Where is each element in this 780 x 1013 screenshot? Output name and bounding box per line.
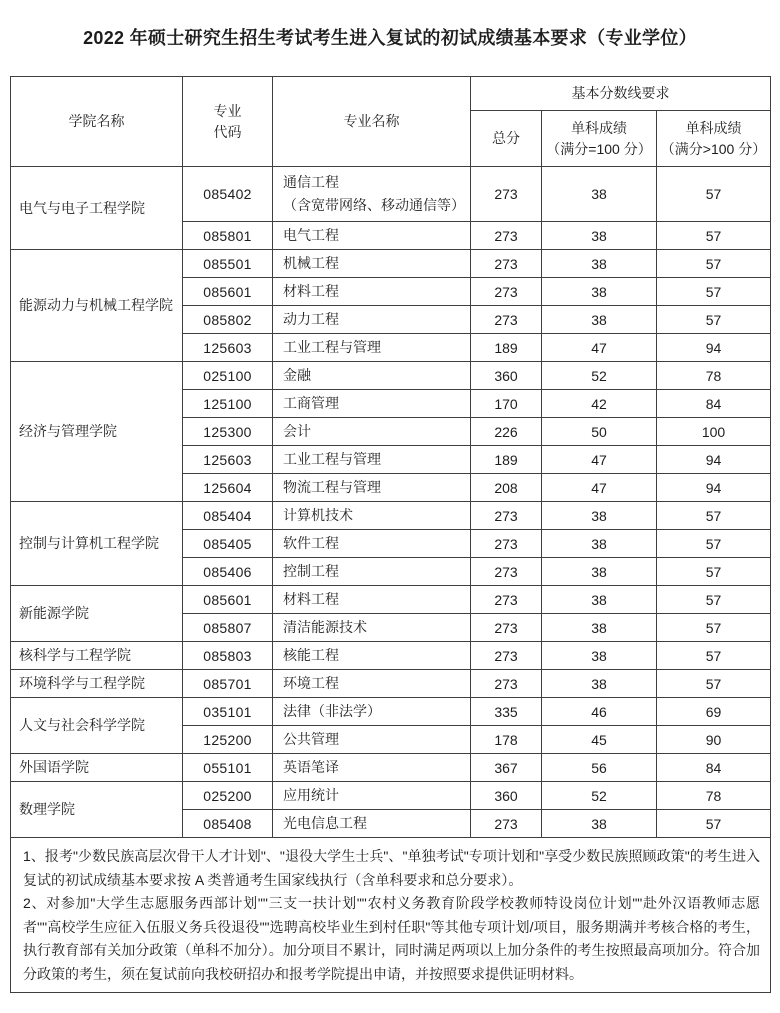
table-header (11, 77, 771, 167)
major-code-cell: 085404 (183, 502, 273, 530)
college-cell: 控制与计算机工程学院 (11, 502, 183, 586)
major-name-cell: 应用统计 (273, 782, 471, 810)
single-100-cell: 38 (542, 586, 657, 614)
single-over100-cell: 57 (657, 642, 771, 670)
major-code-cell: 035101 (183, 698, 273, 726)
single-over100-cell: 78 (657, 362, 771, 390)
major-code-cell: 125604 (183, 474, 273, 502)
single-over100-cell: 57 (657, 502, 771, 530)
major-code-cell: 055101 (183, 754, 273, 782)
single-100-cell: 46 (542, 698, 657, 726)
major-name-cell: 公共管理 (273, 726, 471, 754)
total-score-cell: 360 (471, 782, 542, 810)
major-name-cell: 工业工程与管理 (273, 334, 471, 362)
total-score-cell: 273 (471, 530, 542, 558)
total-score-cell: 178 (471, 726, 542, 754)
table-body (11, 167, 771, 993)
major-code-cell: 125300 (183, 418, 273, 446)
major-name-cell: 机械工程 (273, 250, 471, 278)
college-cell: 人文与社会科学学院 (11, 698, 183, 754)
table-row (11, 698, 771, 726)
single-100-cell: 38 (542, 278, 657, 306)
major-code-cell: 085807 (183, 614, 273, 642)
major-code-cell: 085406 (183, 558, 273, 586)
notes-section (11, 838, 771, 993)
total-score-cell: 189 (471, 334, 542, 362)
note-1: 1、报考"少数民族高层次骨干人才计划"、"退役大学生士兵"、"单独考试"专项计划和"享受少数民族照顾政策"的考生进入复试的初试成绩基本要求按 A 类普通考生国家线执行（含单科要求和总分要求）。 (23, 848, 760, 888)
total-score-cell: 273 (471, 306, 542, 334)
major-code-cell: 085408 (183, 810, 273, 838)
single-over100-cell: 94 (657, 446, 771, 474)
table-row (11, 167, 771, 222)
single-100-cell: 52 (542, 782, 657, 810)
table-row (11, 586, 771, 614)
table-row (11, 362, 771, 390)
table-row (11, 782, 771, 810)
major-note-line: （含宽带网络、移动通信等） (283, 197, 465, 213)
single-over100-cell: 78 (657, 782, 771, 810)
major-name-cell: 核能工程 (273, 642, 471, 670)
header-single-gt100-line2: （满分>100 分） (660, 140, 767, 157)
college-cell: 环境科学与工程学院 (11, 670, 183, 698)
single-100-cell: 47 (542, 334, 657, 362)
major-name-cell (273, 167, 471, 222)
college-cell: 经济与管理学院 (11, 362, 183, 502)
major-code-cell: 025200 (183, 782, 273, 810)
total-score-cell: 273 (471, 614, 542, 642)
major-name-line: 通信工程 (283, 174, 339, 190)
header-major-code-line2: 代码 (213, 123, 242, 140)
single-over100-cell: 84 (657, 754, 771, 782)
single-100-cell: 38 (542, 530, 657, 558)
header-score-group: 基本分数线要求 (471, 77, 771, 111)
single-100-cell: 38 (542, 502, 657, 530)
college-cell: 电气与电子工程学院 (11, 167, 183, 250)
college-cell: 数理学院 (11, 782, 183, 838)
single-over100-cell: 57 (657, 614, 771, 642)
single-over100-cell: 57 (657, 306, 771, 334)
college-cell: 能源动力与机械工程学院 (11, 250, 183, 362)
single-over100-cell: 57 (657, 167, 771, 222)
single-over100-cell: 57 (657, 278, 771, 306)
major-code-cell: 125603 (183, 334, 273, 362)
total-score-cell: 170 (471, 390, 542, 418)
single-100-cell: 56 (542, 754, 657, 782)
major-name-cell: 环境工程 (273, 670, 471, 698)
total-score-cell: 273 (471, 558, 542, 586)
total-score-cell: 335 (471, 698, 542, 726)
single-over100-cell: 100 (657, 418, 771, 446)
major-name-cell: 材料工程 (273, 586, 471, 614)
header-major-code-line1: 专业 (213, 102, 242, 119)
table-row (11, 754, 771, 782)
single-over100-cell: 57 (657, 222, 771, 250)
single-100-cell: 42 (542, 390, 657, 418)
notes-row (11, 838, 771, 993)
single-over100-cell: 90 (657, 726, 771, 754)
major-name-cell: 法律（非法学） (273, 698, 471, 726)
major-code-cell: 085501 (183, 250, 273, 278)
single-over100-cell: 84 (657, 390, 771, 418)
total-score-cell: 226 (471, 418, 542, 446)
score-requirements-table (10, 76, 771, 993)
major-name-cell: 动力工程 (273, 306, 471, 334)
table-row (11, 502, 771, 530)
header-single-eq100-line2: （满分=100 分） (546, 140, 652, 157)
major-code-cell: 085802 (183, 306, 273, 334)
single-100-cell: 52 (542, 362, 657, 390)
single-over100-cell: 69 (657, 698, 771, 726)
total-score-cell: 273 (471, 250, 542, 278)
major-code-cell: 085601 (183, 278, 273, 306)
single-over100-cell: 57 (657, 586, 771, 614)
header-major-name: 专业名称 (273, 77, 471, 167)
note-2: 2、对参加"大学生志愿服务西部计划""三支一扶计划""农村义务教育阶段学校教师特设岗位计划""赴外汉语教师志愿者""高校学生应征入伍服义务兵役退役""选聘高校毕业生到村任职"等其他专项计划/项目，服务期满并考核合格的考生，执行教育部有关加分政策（单科不加分）。加分项目不累计，同时满足两项以上加分条件的考生按照最高项加分。符合加分政策的考生，须在复试前向我校研招办和报考学院提出申请，并按照要求提供证明材料。 (23, 895, 760, 982)
total-score-cell: 273 (471, 670, 542, 698)
major-code-cell: 085601 (183, 586, 273, 614)
major-name-cell: 工业工程与管理 (273, 446, 471, 474)
total-score-cell: 273 (471, 222, 542, 250)
table-row (11, 250, 771, 278)
major-name-cell: 软件工程 (273, 530, 471, 558)
header-major-code (183, 77, 273, 167)
total-score-cell: 360 (471, 362, 542, 390)
single-over100-cell: 94 (657, 474, 771, 502)
single-100-cell: 38 (542, 614, 657, 642)
major-code-cell: 085405 (183, 530, 273, 558)
major-code-cell: 085803 (183, 642, 273, 670)
single-over100-cell: 57 (657, 250, 771, 278)
college-cell: 外国语学院 (11, 754, 183, 782)
college-cell: 新能源学院 (11, 586, 183, 642)
header-single-subject-gt100 (657, 111, 771, 167)
major-name-cell: 会计 (273, 418, 471, 446)
header-single-eq100-line1: 单科成绩 (571, 119, 627, 136)
single-100-cell: 38 (542, 167, 657, 222)
major-name-cell: 物流工程与管理 (273, 474, 471, 502)
major-code-cell: 125100 (183, 390, 273, 418)
table-row (11, 670, 771, 698)
single-100-cell: 38 (542, 810, 657, 838)
single-100-cell: 38 (542, 250, 657, 278)
header-total-score: 总分 (471, 111, 542, 167)
single-over100-cell: 57 (657, 670, 771, 698)
total-score-cell: 273 (471, 502, 542, 530)
major-code-cell: 125603 (183, 446, 273, 474)
single-over100-cell: 57 (657, 558, 771, 586)
total-score-cell: 189 (471, 446, 542, 474)
total-score-cell: 273 (471, 642, 542, 670)
major-code-cell: 125200 (183, 726, 273, 754)
single-100-cell: 38 (542, 222, 657, 250)
single-100-cell: 47 (542, 446, 657, 474)
single-100-cell: 38 (542, 670, 657, 698)
major-code-cell: 025100 (183, 362, 273, 390)
major-code-cell: 085701 (183, 670, 273, 698)
major-name-cell: 清洁能源技术 (273, 614, 471, 642)
single-100-cell: 45 (542, 726, 657, 754)
total-score-cell: 208 (471, 474, 542, 502)
total-score-cell: 273 (471, 167, 542, 222)
header-college: 学院名称 (11, 77, 183, 167)
header-row-1 (11, 77, 771, 111)
total-score-cell: 273 (471, 810, 542, 838)
college-cell: 核科学与工程学院 (11, 642, 183, 670)
major-name-cell: 光电信息工程 (273, 810, 471, 838)
single-over100-cell: 57 (657, 810, 771, 838)
page-title: 2022 年硕士研究生招生考试考生进入复试的初试成绩基本要求（专业学位） (83, 28, 697, 48)
single-100-cell: 38 (542, 558, 657, 586)
single-over100-cell: 94 (657, 334, 771, 362)
header-single-gt100-line1: 单科成绩 (685, 119, 742, 136)
major-name-cell: 工商管理 (273, 390, 471, 418)
major-name-cell: 计算机技术 (273, 502, 471, 530)
single-100-cell: 50 (542, 418, 657, 446)
total-score-cell: 273 (471, 278, 542, 306)
major-name-cell: 金融 (273, 362, 471, 390)
table-row (11, 642, 771, 670)
total-score-cell: 273 (471, 586, 542, 614)
header-single-subject-eq100 (542, 111, 657, 167)
major-name-cell: 材料工程 (273, 278, 471, 306)
total-score-cell: 367 (471, 754, 542, 782)
major-name-cell: 电气工程 (273, 222, 471, 250)
single-100-cell: 38 (542, 642, 657, 670)
major-name-cell: 英语笔译 (273, 754, 471, 782)
single-over100-cell: 57 (657, 530, 771, 558)
single-100-cell: 38 (542, 306, 657, 334)
major-name-cell: 控制工程 (273, 558, 471, 586)
major-code-cell: 085402 (183, 167, 273, 222)
single-100-cell: 47 (542, 474, 657, 502)
major-code-cell: 085801 (183, 222, 273, 250)
